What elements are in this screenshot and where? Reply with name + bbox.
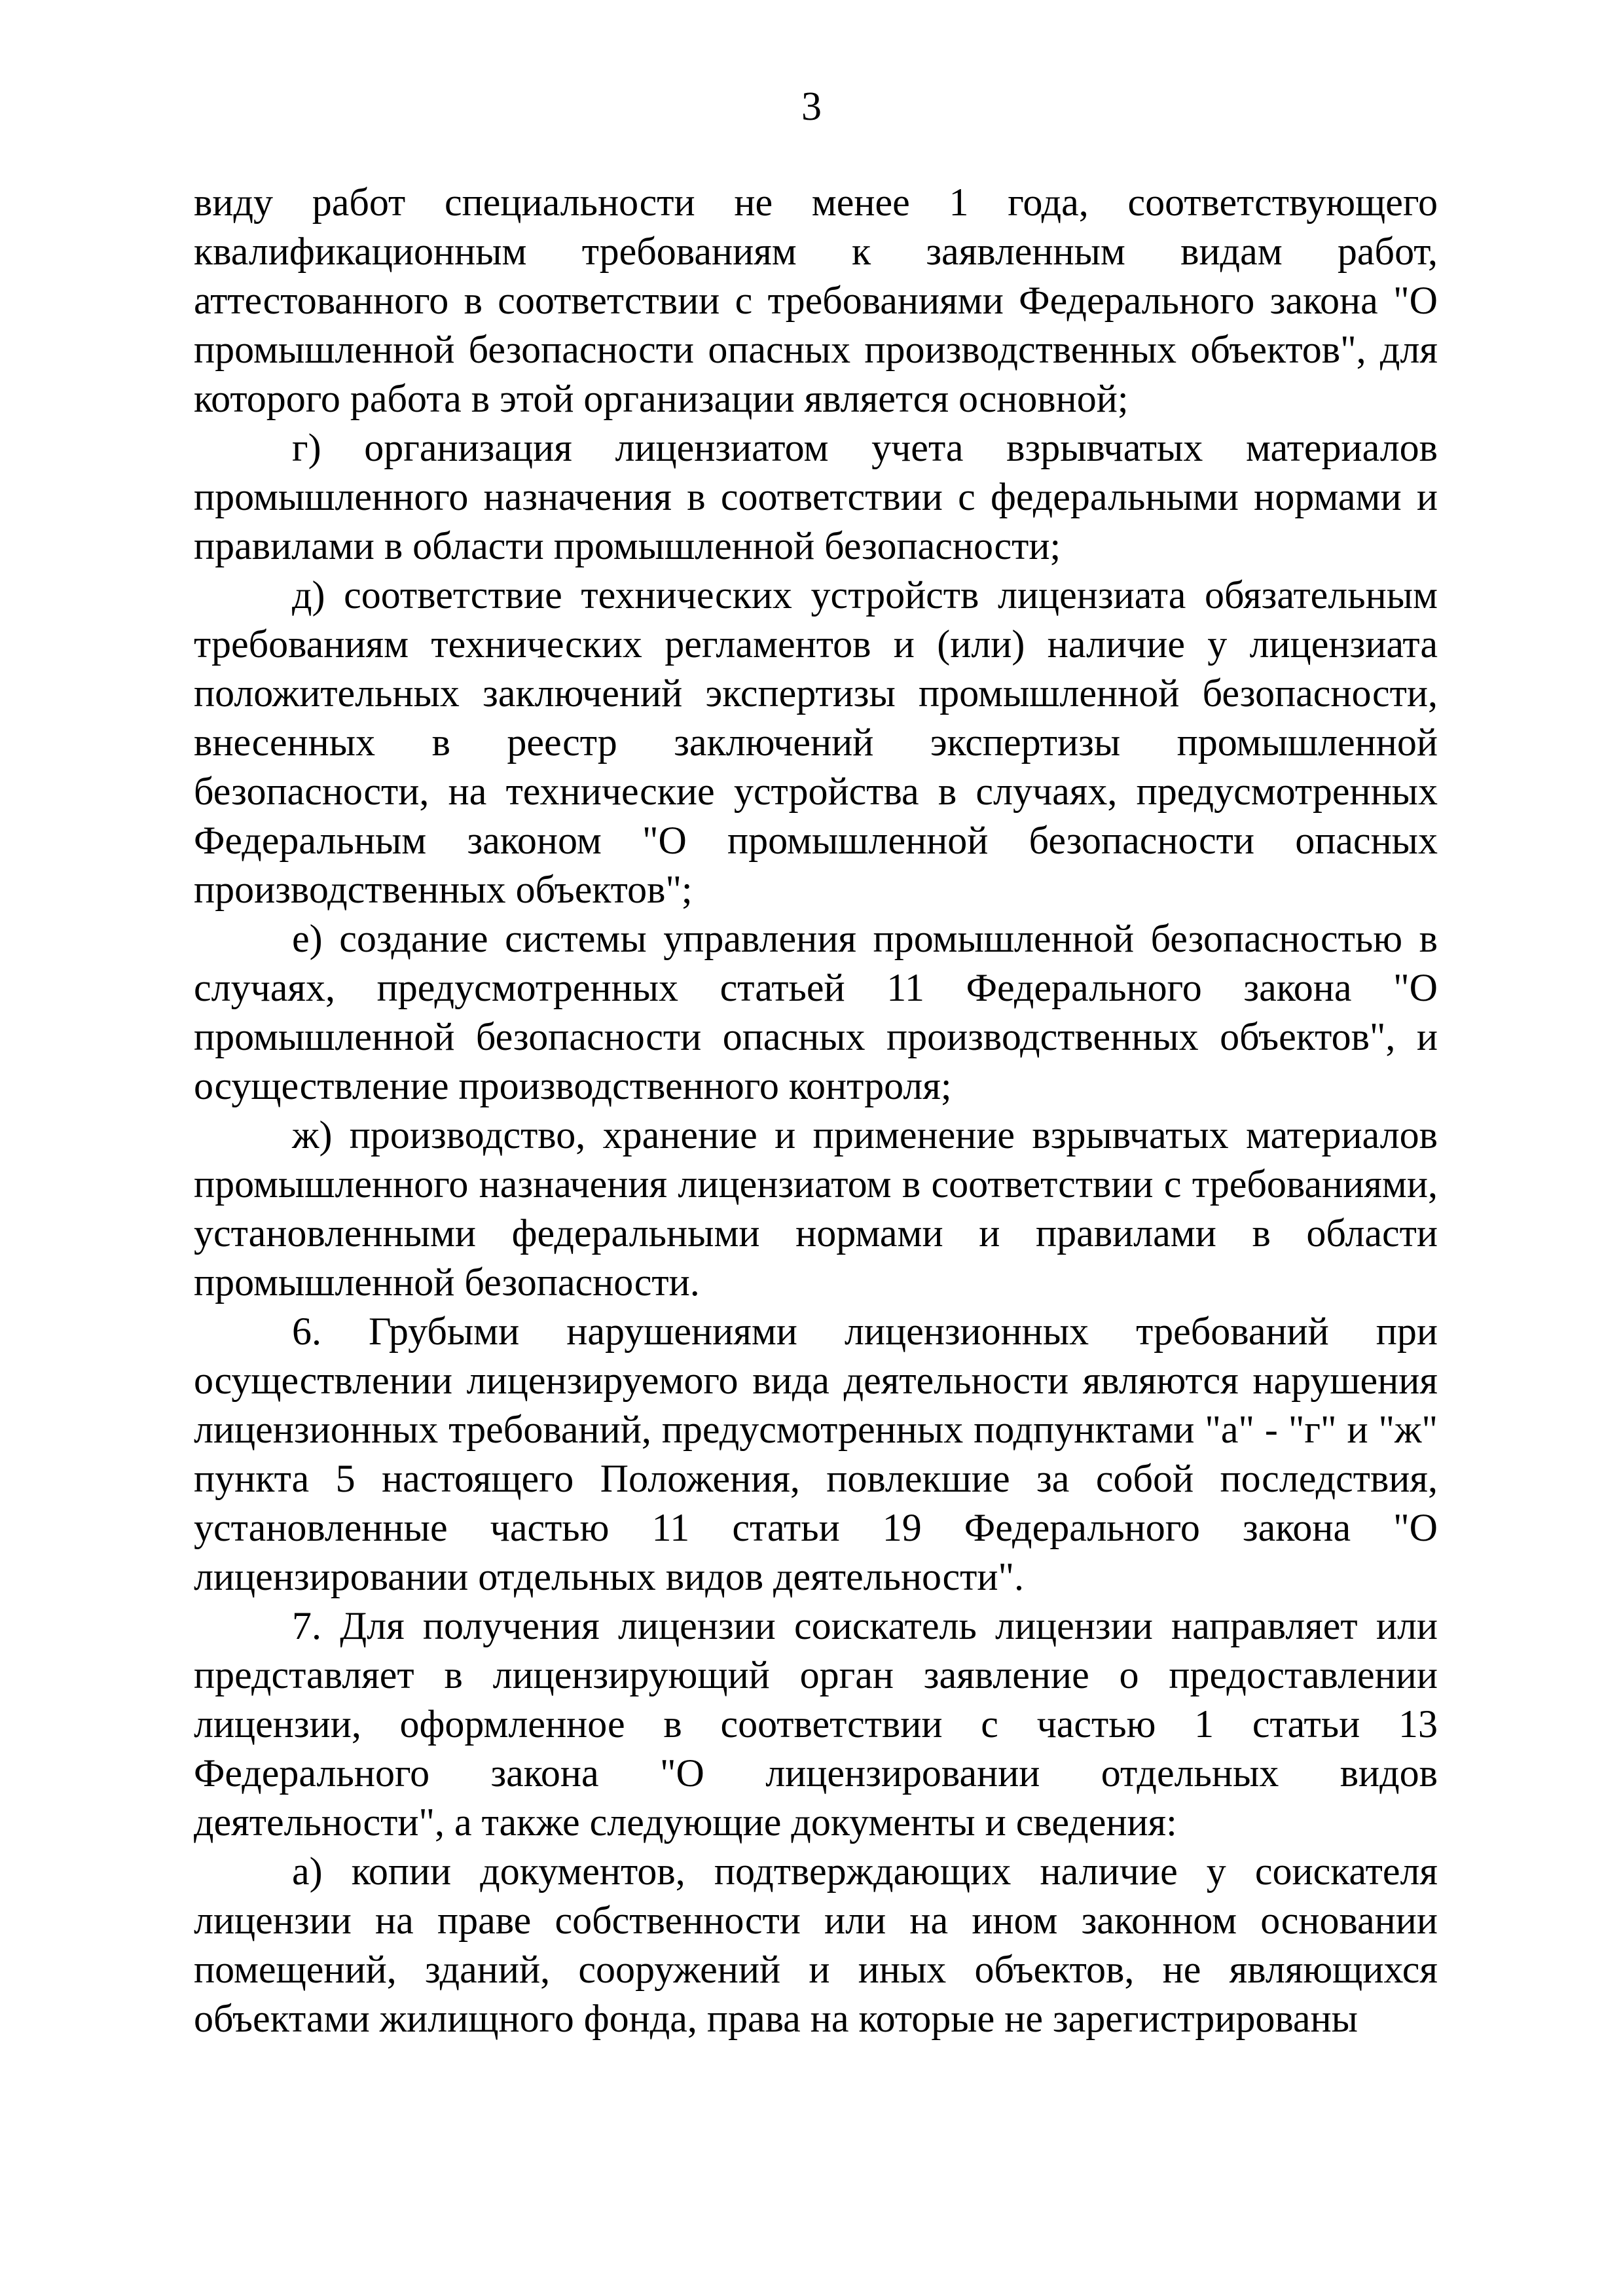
- document-body: [194, 178, 1438, 2043]
- paragraph-section-6: 6. Грубыми нарушениями лицензионных требований при осуществлении лицензируемого вида деятельности являются нарушения лицензионных требований, предусмотренных подпунктами "а" - "г" и "ж" пункта 5 настоящего Положения, повлекшие за собой последствия, установленные частью 11 статьи 19 Федерального закона "О лицензировании отдельных видов деятельности".: [194, 1310, 1438, 1598]
- paragraph-item-e: е) создание системы управления промышленной безопасностью в случаях, предусмотренных статьей 11 Федерального закона "О промышленной безопасности опасных производственных объектов", и осуществление производственного контроля;: [194, 917, 1438, 1107]
- paragraph-item-a: а) копии документов, подтверждающих наличие у соискателя лицензии на праве собственности или на ином законном основании помещений, зданий, сооружений и иных объектов, не являющихся объектами жилищного фонда, права на которые не зарегистрированы: [194, 1850, 1438, 2040]
- paragraph-item-d: д) соответствие технических устройств лицензиата обязательным требованиям технических регламентов и (или) наличие у лицензиата положительных заключений экспертизы промышленной безопасности, внесенных в реестр заключений экспертизы промышленной безопасности, на технические устройства в случаях, предусмотренных Федеральным законом "О промышленной безопасности опасных производственных объектов";: [194, 573, 1438, 911]
- paragraph-section-7: 7. Для получения лицензии соискатель лицензии направляет или представляет в лицензирующий орган заявление о предоставлении лицензии, оформленное в соответствии с частью 1 статьи 13 Федерального закона "О лицензировании отдельных видов деятельности", а также следующие документы и сведения:: [194, 1604, 1438, 1844]
- paragraph-item-zh: ж) производство, хранение и применение взрывчатых материалов промышленного назначения лицензиатом в соответствии с требованиями, установленными федеральными нормами и правилами в области промышленной безопасности.: [194, 1113, 1438, 1304]
- page-number: 3: [801, 84, 822, 129]
- paragraph-item-g: г) организация лицензиатом учета взрывчатых материалов промышленного назначения в соответствии с федеральными нормами и правилами в области промышленной безопасности;: [194, 426, 1438, 567]
- paragraph-continuation: виду работ специальности не менее 1 года, соответствующего квалификационным требованиям к заявленным видам работ, аттестованного в соответствии с требованиями Федерального закона "О промышленной безопасности опасных производственных объектов", для которого работа в этой организации является основной;: [194, 181, 1438, 420]
